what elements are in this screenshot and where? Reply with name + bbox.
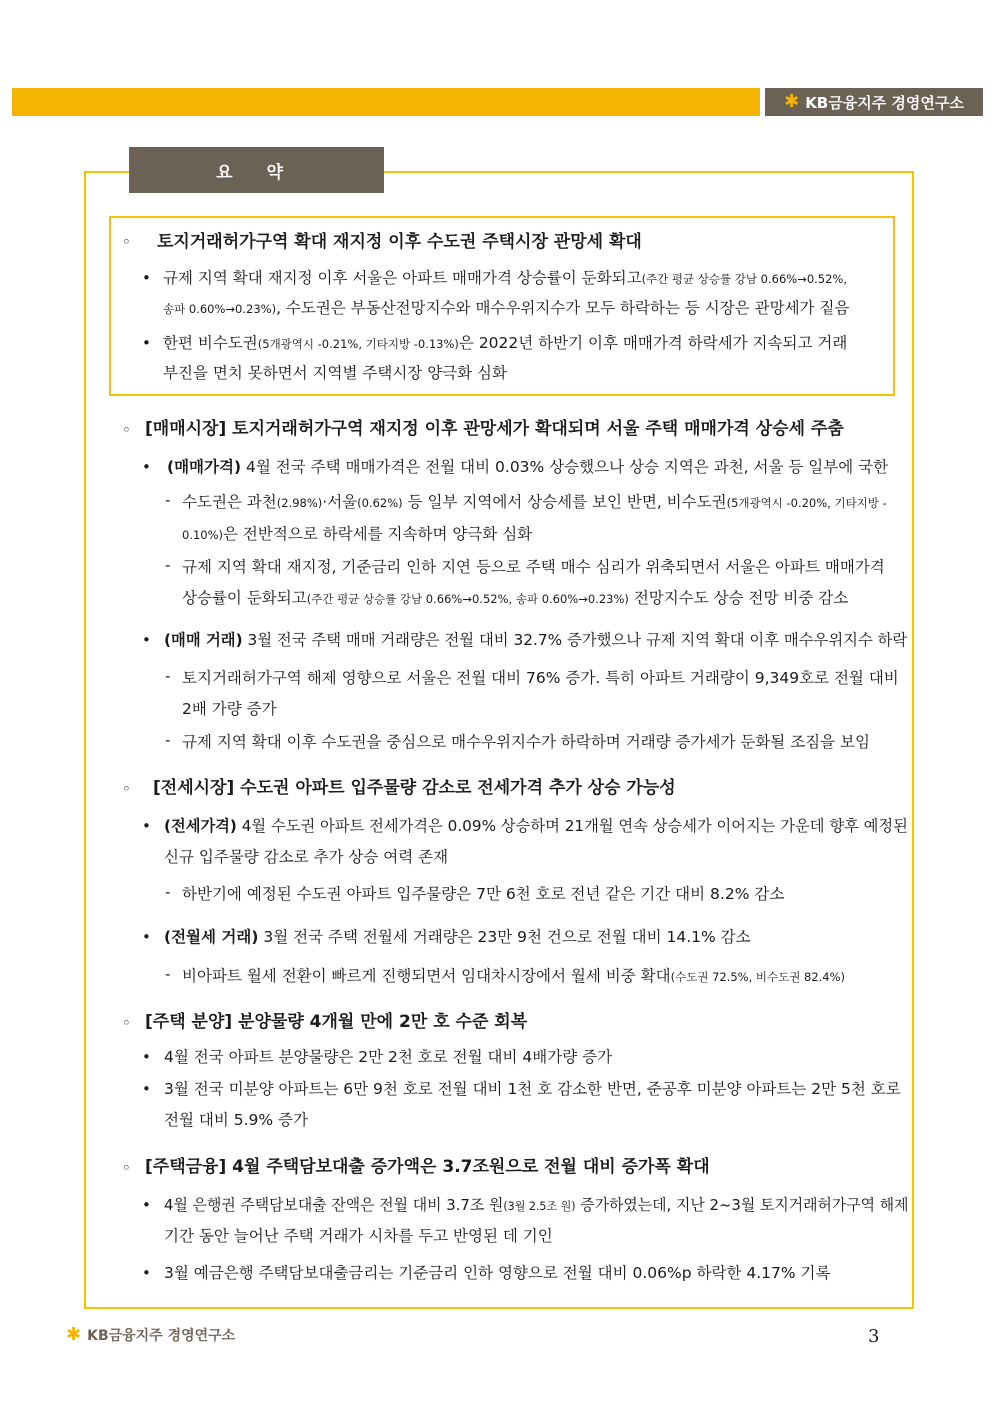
section-marker: ◦: [122, 1014, 131, 1032]
s1-bullet-1-line-2: 송파 0.60%→0.23%), 수도권은 부동산전망지수와 매수우위지수가 모두 하락하는 등 시장은 관망세가 짙음: [163, 299, 850, 317]
s4-bullet-1: 4월 전국 아파트 분양물량은 2만 2천 호로 전월 대비 4배가량 증가: [164, 1048, 613, 1066]
s3-point-2: (전월세 거래) 3월 전국 주택 전월세 거래량은 23만 9천 건으로 전월 대비 14.1% 감소: [164, 928, 751, 946]
page-number: 3: [868, 1326, 880, 1347]
dash-marker: -: [165, 491, 171, 509]
s2-dash-4: 규제 지역 확대 이후 수도권을 중심으로 매수우위지수가 하락하며 거래량 증가세가 둔화될 조짐을 보임: [182, 733, 870, 751]
s2-dash-3-line-1: 토지거래허가구역 해제 영향으로 서울은 전월 대비 76% 증가. 특히 아파트 거래량이 9,349호로 전월 대비: [182, 669, 899, 687]
bullet-dot: •: [142, 928, 151, 946]
bullet-dot: •: [142, 458, 151, 476]
section-marker: ◦: [122, 1159, 131, 1177]
dash-marker: -: [165, 556, 171, 574]
bullet-dot: •: [142, 817, 151, 835]
s5-bullet-2: 3월 예금은행 주택담보대출금리는 기준금리 인하 영향으로 전월 대비 0.06%p 하락한 4.17% 기록: [164, 1264, 831, 1282]
section-2-title: [매매시장] 토지거래허가구역 재지정 이후 관망세가 확대되며 서울 주택 매매가격 상승세 주춤: [145, 419, 844, 439]
dash-marker: -: [165, 883, 171, 901]
kb-star-icon: ✱: [784, 91, 800, 112]
s4-bullet-2-line-2: 전월 대비 5.9% 증가: [164, 1111, 308, 1129]
s2-dash-1-line-2: 0.10%)은 전반적으로 하락세를 지속하며 양극화 심화: [182, 525, 533, 543]
kb-star-icon: ✱: [66, 1324, 82, 1345]
footer-brand-text: KB금융지주 경영연구소: [87, 1328, 236, 1344]
bullet-dot: •: [142, 1080, 151, 1098]
bullet-dot: •: [142, 334, 151, 352]
s2-point-2: (매매 거래) 3월 전국 주택 매매 거래량은 전월 대비 32.7% 증가했으나 규제 지역 확대 이후 매수우위지수 하락: [164, 631, 908, 649]
section-5-title: [주택금융] 4월 주택담보대출 증가액은 3.7조원으로 전월 대비 증가폭 확대: [145, 1157, 710, 1177]
bullet-dot: •: [142, 1196, 151, 1214]
bullet-dot: •: [142, 1048, 151, 1066]
header-brand: [765, 88, 983, 116]
s1-bullet-2-line-1: 한편 비수도권(5개광역시 -0.21%, 기타지방 -0.13%)은 2022년 하반기 이후 매매가격 하락세가 지속되고 거래: [163, 334, 848, 352]
section-4-title: [주택 분양] 분양물량 4개월 만에 2만 호 수준 회복: [145, 1012, 528, 1032]
s2-dash-2-line-1: 규제 지역 확대 재지정, 기준금리 인하 지연 등으로 주택 매수 심리가 위축되면서 서울은 아파트 매매가격: [182, 558, 885, 576]
dash-marker: -: [165, 965, 171, 983]
section-1-title: 토지거래허가구역 확대 재지정 이후 수도권 주택시장 관망세 확대: [157, 232, 642, 252]
s3-point-1-line-2: 신규 입주물량 감소로 추가 상승 여력 존재: [164, 848, 449, 866]
footer-brand: [66, 1325, 235, 1345]
summary-label: 요 약: [129, 147, 384, 193]
s2-dash-1-line-1: 수도권은 과천(2.98%)·서울(0.62%) 등 일부 지역에서 상승세를 보인 반면, 비수도권(5개광역시 -0.20%, 기타지방 -: [182, 493, 887, 511]
s3-point-1-line-1: (전세가격) 4월 수도권 아파트 전세가격은 0.09% 상승하며 21개월 연속 상승세가 이어지는 가운데 향후 예정된: [164, 817, 908, 835]
section-marker: ◦: [122, 233, 131, 251]
s1-bullet-2-line-2: 부진을 면치 못하면서 지역별 주택시장 양극화 심화: [163, 364, 507, 382]
s5-bullet-1-line-1: 4월 은행권 주택담보대출 잔액은 전월 대비 3.7조 원(3월 2.5조 원) 증가하였는데, 지난 2~3월 토지거래허가구역 해제: [164, 1196, 909, 1214]
section-marker: ◦: [122, 421, 131, 439]
section-marker: ◦: [122, 780, 131, 798]
s2-dash-3-line-2: 2배 가량 증가: [182, 700, 277, 718]
s5-bullet-1-line-2: 기간 동안 늘어난 주택 거래가 시차를 두고 반영된 데 기인: [164, 1227, 553, 1245]
dash-marker: -: [165, 667, 171, 685]
s2-dash-2-line-2: 상승률이 둔화되고(주간 평균 상승률 강남 0.66%→0.52%, 송파 0.60%→0.23%) 전망지수도 상승 전망 비중 감소: [182, 589, 849, 607]
bullet-dot: •: [142, 269, 151, 287]
s3-dash-1: 하반기에 예정된 수도권 아파트 입주물량은 7만 6천 호로 전년 같은 기간 대비 8.2% 감소: [182, 885, 785, 903]
s1-bullet-1-line-1: 규제 지역 확대 재지정 이후 서울은 아파트 매매가격 상승률이 둔화되고(주간 평균 상승률 강남 0.66%→0.52%,: [163, 269, 848, 287]
s2-point-1: (매매가격) 4월 전국 주택 매매가격은 전월 대비 0.03% 상승했으나 상승 지역은 과천, 서울 등 일부에 국한: [167, 458, 889, 476]
header-bar: [12, 88, 760, 116]
section-3-title: [전세시장] 수도권 아파트 입주물량 감소로 전세가격 추가 상승 가능성: [153, 778, 676, 798]
s4-bullet-2-line-1: 3월 전국 미분양 아파트는 6만 9천 호로 전월 대비 1천 호 감소한 반면, 준공후 미분양 아파트는 2만 5천 호로: [164, 1080, 901, 1098]
dash-marker: -: [165, 731, 171, 749]
bullet-dot: •: [142, 1264, 151, 1282]
header-brand-text: KB금융지주 경영연구소: [805, 93, 964, 112]
s3-dash-2: 비아파트 월세 전환이 빠르게 진행되면서 임대차시장에서 월세 비중 확대(수도권 72.5%, 비수도권 82.4%): [182, 967, 846, 985]
bullet-dot: •: [142, 631, 151, 649]
